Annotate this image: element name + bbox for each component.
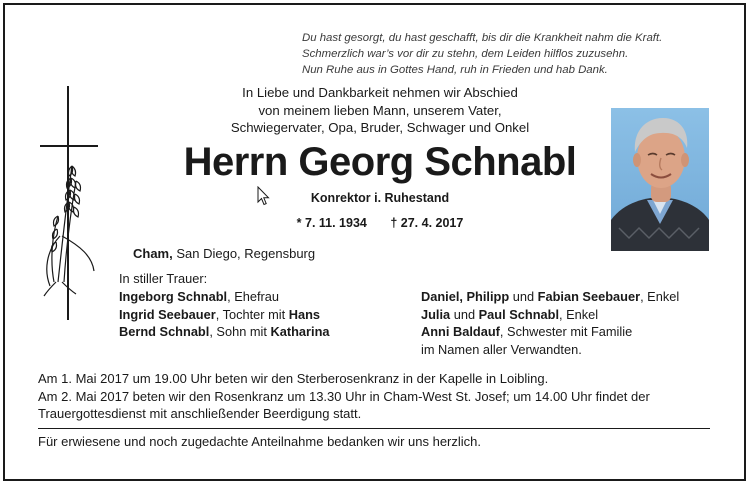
mourner-relation: , Enkel	[640, 289, 680, 304]
mourner-name: Daniel, Philipp	[421, 289, 510, 304]
service-line: Trauergottesdienst mit anschließender Beerdigung statt.	[38, 406, 362, 421]
mourner-name: Bernd Schnabl	[119, 324, 210, 339]
mourner-name-2: Fabian Seebauer	[537, 289, 641, 304]
place-others: San Diego, Regensburg	[172, 246, 316, 261]
poem-line: Nun Ruhe aus in Gottes Hand, ruh in Frieden und hab Dank.	[302, 64, 608, 76]
mourners-heading: In stiller Trauer:	[119, 271, 208, 286]
intro-line: Schwiegervater, Opa, Bruder, Schwager und Onkel	[230, 120, 530, 135]
mourner-connector: im Namen aller Verwandten.	[421, 341, 582, 357]
divider	[38, 428, 710, 429]
mourner-connector: und	[509, 289, 538, 304]
mourners-left	[119, 288, 330, 341]
mourner-name: Ingeborg Schnabl	[119, 289, 228, 304]
mourner-name: Ingrid Seebauer	[119, 306, 216, 322]
mourners-right	[421, 288, 679, 358]
deceased-role: Konrektor i. Ruhestand	[310, 191, 450, 205]
mourner-relation: , Sohn mit	[209, 324, 271, 339]
mourner-entry	[421, 341, 679, 359]
poem-line: Du hast gesorgt, du hast geschafft, bis dir die Krankheit nahm die Kraft.	[302, 32, 663, 44]
death-date: † 27. 4. 2017	[390, 216, 464, 230]
intro-line: In Liebe und Dankbarkeit nehmen wir Abschied	[242, 85, 518, 100]
mourner-name: Julia	[421, 306, 451, 322]
mourner-entry	[119, 323, 330, 341]
intro-text	[190, 84, 570, 137]
mourner-name-2: Paul Schnabl	[478, 306, 559, 322]
service-line: Am 1. Mai 2017 um 19.00 Uhr beten wir den Sterberosenkranz in der Kapelle in Loibling.	[38, 371, 549, 386]
thanks-text: Für erwiesene und noch zugedachte Anteilnahme bedanken wir uns herzlich.	[38, 434, 481, 449]
place-main: Cham,	[133, 246, 173, 261]
mourner-relation: , Ehefrau	[227, 289, 280, 304]
mourner-entry	[421, 306, 679, 324]
mourner-connector: und	[450, 306, 479, 322]
mouse-pointer-icon	[257, 186, 271, 206]
service-announcements	[38, 370, 728, 423]
mourner-entry	[421, 288, 679, 306]
poem	[302, 30, 722, 78]
mourner-name: Anni Baldauf	[421, 324, 500, 339]
mourner-partner: Katharina	[270, 324, 330, 339]
birth-date: * 7. 11. 1934	[296, 216, 367, 230]
service-line: Am 2. Mai 2017 beten wir den Rosenkranz um 13.30 Uhr in Cham-West St. Josef; um 14.00 Uhr findet der	[38, 388, 650, 404]
mourner-partner: Hans	[288, 306, 321, 322]
cross-with-wheat-icon	[36, 86, 106, 320]
life-dates	[190, 216, 570, 230]
mourner-entry	[119, 306, 330, 324]
mourner-relation: , Enkel	[559, 306, 599, 322]
intro-line: von meinem lieben Mann, unserem Vater,	[258, 102, 502, 118]
poem-line: Schmerzlich war’s vor dir zu stehn, dem Leiden hilflos zuzusehn.	[302, 48, 629, 60]
mourner-entry	[119, 288, 330, 306]
places	[133, 246, 315, 261]
mourner-relation: , Tochter mit	[215, 306, 289, 322]
portrait-photo	[611, 108, 709, 251]
mourner-entry	[421, 323, 679, 341]
mourner-connector: , Schwester mit Familie	[499, 324, 633, 339]
deceased-name: Herrn Georg Schnabl	[183, 140, 577, 184]
